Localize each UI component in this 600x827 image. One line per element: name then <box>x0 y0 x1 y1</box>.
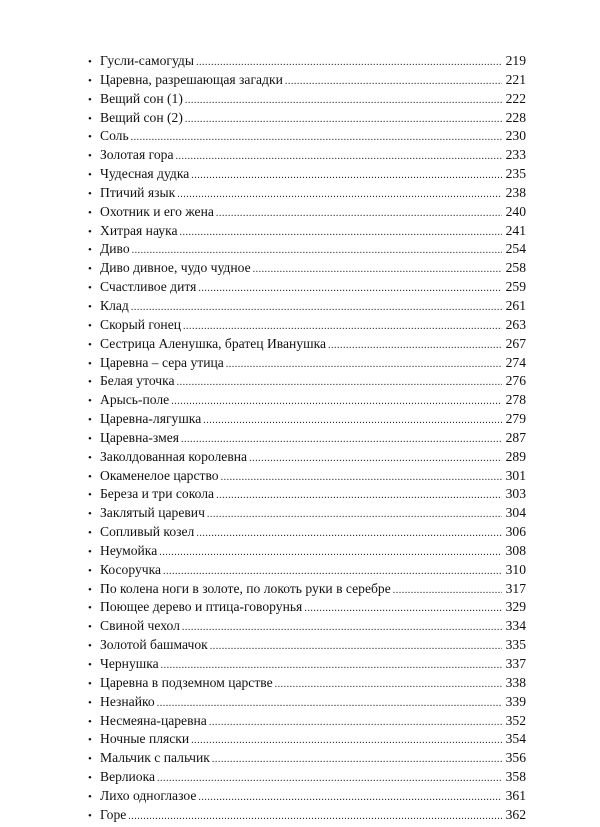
toc-entry-page-number: 230 <box>505 128 526 144</box>
toc-entry <box>88 768 526 787</box>
bullet-icon: • <box>88 583 92 596</box>
toc-entry-title: Чернушка <box>100 656 159 671</box>
dot-leader <box>175 148 502 167</box>
toc-entry-title: Диво дивное, чудо чудное <box>100 260 251 276</box>
toc-entry <box>88 674 526 693</box>
toc-entry <box>88 410 526 429</box>
dot-leader <box>198 280 502 299</box>
dot-leader <box>209 714 502 733</box>
toc-entry <box>88 259 526 278</box>
bullet-icon: • <box>88 545 92 558</box>
toc-entry-title: Сопливый козел <box>100 524 195 540</box>
bullet-icon: • <box>88 734 92 747</box>
toc-entry-page-number: 352 <box>505 712 526 728</box>
toc-entry <box>88 655 526 674</box>
bullet-icon: • <box>88 715 92 728</box>
toc-entry-title: Скорый гонец <box>100 316 181 332</box>
bullet-icon: • <box>88 206 92 219</box>
toc-entry-page-number: 358 <box>505 769 526 785</box>
toc-entry-page-number: 228 <box>505 109 526 125</box>
toc-entry-title: Ночные пляски <box>100 731 190 747</box>
toc-entry-page-number: 337 <box>505 656 526 671</box>
dot-leader <box>253 261 502 280</box>
toc-entry <box>88 598 526 617</box>
toc-entry-title: Мальчик с пальчик <box>100 750 210 766</box>
bullet-icon: • <box>88 225 92 238</box>
toc-entry <box>88 749 526 768</box>
dot-leader <box>304 600 502 619</box>
toc-entry-page-number: 279 <box>505 411 526 427</box>
bullet-icon: • <box>88 319 92 332</box>
bullet-icon: • <box>88 621 92 634</box>
toc-entry-title: Счастливое дитя <box>100 279 197 295</box>
bullet-icon: • <box>88 74 92 87</box>
toc-entry <box>88 391 526 410</box>
toc-entry <box>88 580 526 599</box>
bullet-icon: • <box>88 508 92 521</box>
dot-leader <box>196 525 502 544</box>
toc-entry-title: Царевна в подземном царстве <box>100 674 273 690</box>
bullet-icon: • <box>88 432 92 445</box>
table-of-contents <box>88 52 526 825</box>
toc-entry-page-number: 238 <box>505 184 526 200</box>
bullet-icon: • <box>88 527 92 540</box>
toc-entry-page-number: 258 <box>505 260 526 276</box>
dot-leader <box>157 695 502 714</box>
dot-leader <box>131 129 502 148</box>
toc-entry-page-number: 289 <box>505 448 526 464</box>
toc-entry <box>88 636 526 655</box>
toc-entry <box>88 787 526 806</box>
toc-entry <box>88 316 526 335</box>
toc-entry-page-number: 263 <box>505 316 526 332</box>
toc-entry-title: Поющее дерево и птица-говорунья <box>100 599 303 615</box>
toc-entry-title: Сестрица Аленушка, братец Иванушка <box>100 335 327 351</box>
dot-leader <box>285 73 502 92</box>
toc-entry-page-number: 304 <box>505 505 526 521</box>
dot-leader <box>216 205 502 224</box>
toc-entry <box>88 71 526 90</box>
toc-entry <box>88 127 526 146</box>
toc-entry-page-number: 233 <box>505 147 526 163</box>
bullet-icon: • <box>88 659 92 671</box>
toc-entry-title: Золотой башмачок <box>100 637 208 653</box>
toc-entry-page-number: 287 <box>505 429 526 445</box>
toc-entry <box>88 617 526 636</box>
toc-entry <box>88 429 526 448</box>
dot-leader <box>198 789 502 808</box>
toc-entry <box>88 542 526 561</box>
bullet-icon: • <box>88 263 92 276</box>
dot-leader <box>185 92 502 111</box>
dot-leader <box>212 751 502 770</box>
bullet-icon: • <box>88 282 92 295</box>
toc-entry-title: Вещий сон (2) <box>100 109 183 125</box>
toc-entry-page-number: 254 <box>505 241 526 257</box>
bullet-icon: • <box>88 131 92 144</box>
bullet-icon: • <box>88 470 92 483</box>
toc-entry-page-number: 334 <box>505 618 526 634</box>
dot-leader <box>177 374 502 393</box>
toc-entry-title: Заклятый царевич <box>100 505 205 521</box>
toc-entry <box>88 504 526 523</box>
toc-entry-title: Незнайко <box>100 693 155 709</box>
toc-entry-page-number: 222 <box>505 90 526 106</box>
bullet-icon: • <box>88 150 92 163</box>
toc-entry-title: Неумойка <box>100 542 158 558</box>
dot-leader <box>191 167 502 186</box>
toc-entry-page-number: 317 <box>505 580 526 596</box>
toc-entry-page-number: 240 <box>505 203 526 219</box>
toc-entry-page-number: 259 <box>505 279 526 295</box>
toc-entry-page-number: 267 <box>505 335 526 351</box>
dot-leader <box>203 412 502 431</box>
toc-entry-page-number: 278 <box>505 392 526 408</box>
bullet-icon: • <box>88 696 92 709</box>
dot-leader <box>180 224 502 243</box>
bullet-icon: • <box>88 300 92 313</box>
toc-entry-page-number: 329 <box>505 599 526 615</box>
toc-entry-title: Верлиока <box>100 769 156 785</box>
bullet-icon: • <box>88 677 92 690</box>
bullet-icon: • <box>88 338 92 351</box>
toc-entry-title: По колена ноги в золоте, по локоть руки в серебре <box>100 580 391 596</box>
dot-leader <box>171 393 502 412</box>
bullet-icon: • <box>88 93 92 106</box>
dot-leader <box>328 337 502 356</box>
bullet-icon: • <box>88 489 92 502</box>
dot-leader <box>159 544 502 563</box>
bullet-icon: • <box>88 564 92 577</box>
toc-entry-title: Гусли-самогуды <box>100 53 194 68</box>
toc-entry <box>88 335 526 354</box>
toc-entry-title: Царевна, разрешающая загадки <box>100 71 283 87</box>
toc-entry-title: Вещий сон (1) <box>100 90 183 106</box>
toc-entry-page-number: 235 <box>505 166 526 182</box>
toc-entry-page-number: 362 <box>505 806 526 822</box>
dot-leader <box>177 186 502 205</box>
bullet-icon: • <box>88 376 92 389</box>
toc-entry-title: Хитрая наука <box>100 222 178 238</box>
toc-entry-title: Заколдованная королевна <box>100 448 248 464</box>
toc-entry-title: Птичий язык <box>100 184 176 200</box>
dot-leader <box>221 469 502 488</box>
toc-entry-page-number: 339 <box>505 693 526 709</box>
dot-leader <box>393 582 502 601</box>
toc-entry <box>88 240 526 259</box>
toc-entry-title: Клад <box>100 297 129 313</box>
bullet-icon: • <box>88 809 92 822</box>
toc-entry-title: Арысь-поле <box>100 392 170 408</box>
toc-entry-title: Золотая гора <box>100 147 174 163</box>
toc-entry <box>88 806 526 825</box>
toc-entry-title: Несмеяна-царевна <box>100 712 207 728</box>
toc-entry <box>88 297 526 316</box>
bullet-icon: • <box>88 56 92 68</box>
bullet-icon: • <box>88 602 92 615</box>
bullet-icon: • <box>88 772 92 785</box>
toc-entry-page-number: 310 <box>505 561 526 577</box>
toc-entry-page-number: 306 <box>505 524 526 540</box>
dot-leader <box>157 770 502 789</box>
toc-entry <box>88 184 526 203</box>
dot-leader <box>191 732 502 751</box>
toc-entry-title: Свиной чехол <box>100 618 180 634</box>
toc-entry <box>88 354 526 373</box>
toc-entry <box>88 448 526 467</box>
dot-leader <box>182 619 502 638</box>
toc-entry-page-number: 356 <box>505 750 526 766</box>
toc-entry-title: Лихо одноглазое <box>100 787 197 803</box>
toc-entry-page-number: 219 <box>505 53 526 68</box>
toc-entry-page-number: 274 <box>505 354 526 370</box>
toc-entry <box>88 712 526 731</box>
toc-entry-page-number: 221 <box>505 71 526 87</box>
dot-leader <box>185 111 502 130</box>
toc-entry-title: Охотник и его жена <box>100 203 214 219</box>
toc-entry-page-number: 308 <box>505 542 526 558</box>
bullet-icon: • <box>88 753 92 766</box>
toc-entry-page-number: 361 <box>505 787 526 803</box>
bullet-icon: • <box>88 640 92 653</box>
dot-leader <box>210 638 502 657</box>
bullet-icon: • <box>88 790 92 803</box>
toc-entry-page-number: 335 <box>505 637 526 653</box>
toc-entry-title: Береза и три сокола <box>100 486 215 502</box>
toc-entry <box>88 730 526 749</box>
bullet-icon: • <box>88 112 92 125</box>
dot-leader <box>275 676 502 695</box>
toc-entry-title: Царевна-змея <box>100 429 180 445</box>
toc-entry <box>88 523 526 542</box>
toc-entry <box>88 278 526 297</box>
toc-entry <box>88 146 526 165</box>
toc-entry-page-number: 303 <box>505 486 526 502</box>
bullet-icon: • <box>88 357 92 370</box>
dot-leader <box>226 356 502 375</box>
toc-entry-page-number: 276 <box>505 373 526 389</box>
toc-entry <box>88 693 526 712</box>
dot-leader <box>249 450 502 469</box>
dot-leader <box>128 808 502 827</box>
toc-entry-page-number: 261 <box>505 297 526 313</box>
toc-entry-title: Окаменелое царство <box>100 467 219 483</box>
bullet-icon: • <box>88 244 92 257</box>
toc-entry-title: Белая уточка <box>100 373 175 389</box>
toc-entry-title: Горе <box>100 806 127 822</box>
toc-entry <box>88 52 526 71</box>
toc-entry <box>88 90 526 109</box>
toc-entry <box>88 467 526 486</box>
toc-entry <box>88 561 526 580</box>
toc-entry <box>88 222 526 241</box>
toc-entry-title: Косоручка <box>100 561 162 577</box>
bullet-icon: • <box>88 451 92 464</box>
toc-entry-page-number: 338 <box>505 674 526 690</box>
toc-entry <box>88 165 526 184</box>
dot-leader <box>207 506 502 525</box>
dot-leader <box>131 299 502 318</box>
bullet-icon: • <box>88 187 92 200</box>
toc-entry-title: Царевна-лягушка <box>100 411 202 427</box>
toc-entry-title: Чудесная дудка <box>100 166 190 182</box>
toc-entry <box>88 485 526 504</box>
toc-entry <box>88 203 526 222</box>
toc-entry <box>88 109 526 128</box>
bullet-icon: • <box>88 414 92 427</box>
toc-entry-page-number: 354 <box>505 731 526 747</box>
toc-entry-page-number: 241 <box>505 222 526 238</box>
bullet-icon: • <box>88 169 92 182</box>
toc-entry-title: Диво <box>100 241 130 257</box>
bullet-icon: • <box>88 395 92 408</box>
toc-entry-title: Соль <box>100 128 129 144</box>
toc-entry-title: Царевна – сера утица <box>100 354 224 370</box>
toc-entry <box>88 372 526 391</box>
toc-entry-page-number: 301 <box>505 467 526 483</box>
dot-leader <box>216 487 502 506</box>
